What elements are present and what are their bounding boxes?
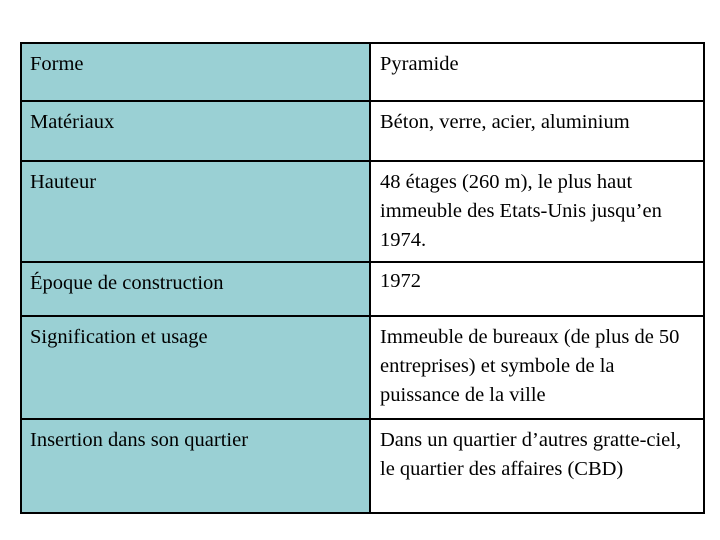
- row-label-hauteur: Hauteur: [21, 161, 370, 262]
- row-value-insertion: Dans un quartier d’autres gratte-ciel, le quartier des affaires (CBD): [370, 419, 704, 513]
- row-label-epoque: Époque de construction: [21, 262, 370, 316]
- row-value-hauteur: 48 étages (260 m), le plus haut immeuble des Etats-Unis jusqu’en 1974.: [370, 161, 704, 262]
- table-row: [21, 262, 704, 316]
- row-label-signification: Signification et usage: [21, 316, 370, 419]
- table-row: [21, 43, 704, 101]
- building-info-table: [20, 42, 705, 514]
- table-row: [21, 101, 704, 161]
- table-row: [21, 316, 704, 419]
- table-row: [21, 419, 704, 513]
- row-label-materiaux: Matériaux: [21, 101, 370, 161]
- row-value-epoque: 1972: [370, 262, 704, 316]
- row-value-materiaux: Béton, verre, acier, aluminium: [370, 101, 704, 161]
- row-value-forme: Pyramide: [370, 43, 704, 101]
- row-label-forme: Forme: [21, 43, 370, 101]
- row-label-insertion: Insertion dans son quartier: [21, 419, 370, 513]
- row-value-signification: Immeuble de bureaux (de plus de 50 entreprises) et symbole de la puissance de la ville: [370, 316, 704, 419]
- table-row: [21, 161, 704, 262]
